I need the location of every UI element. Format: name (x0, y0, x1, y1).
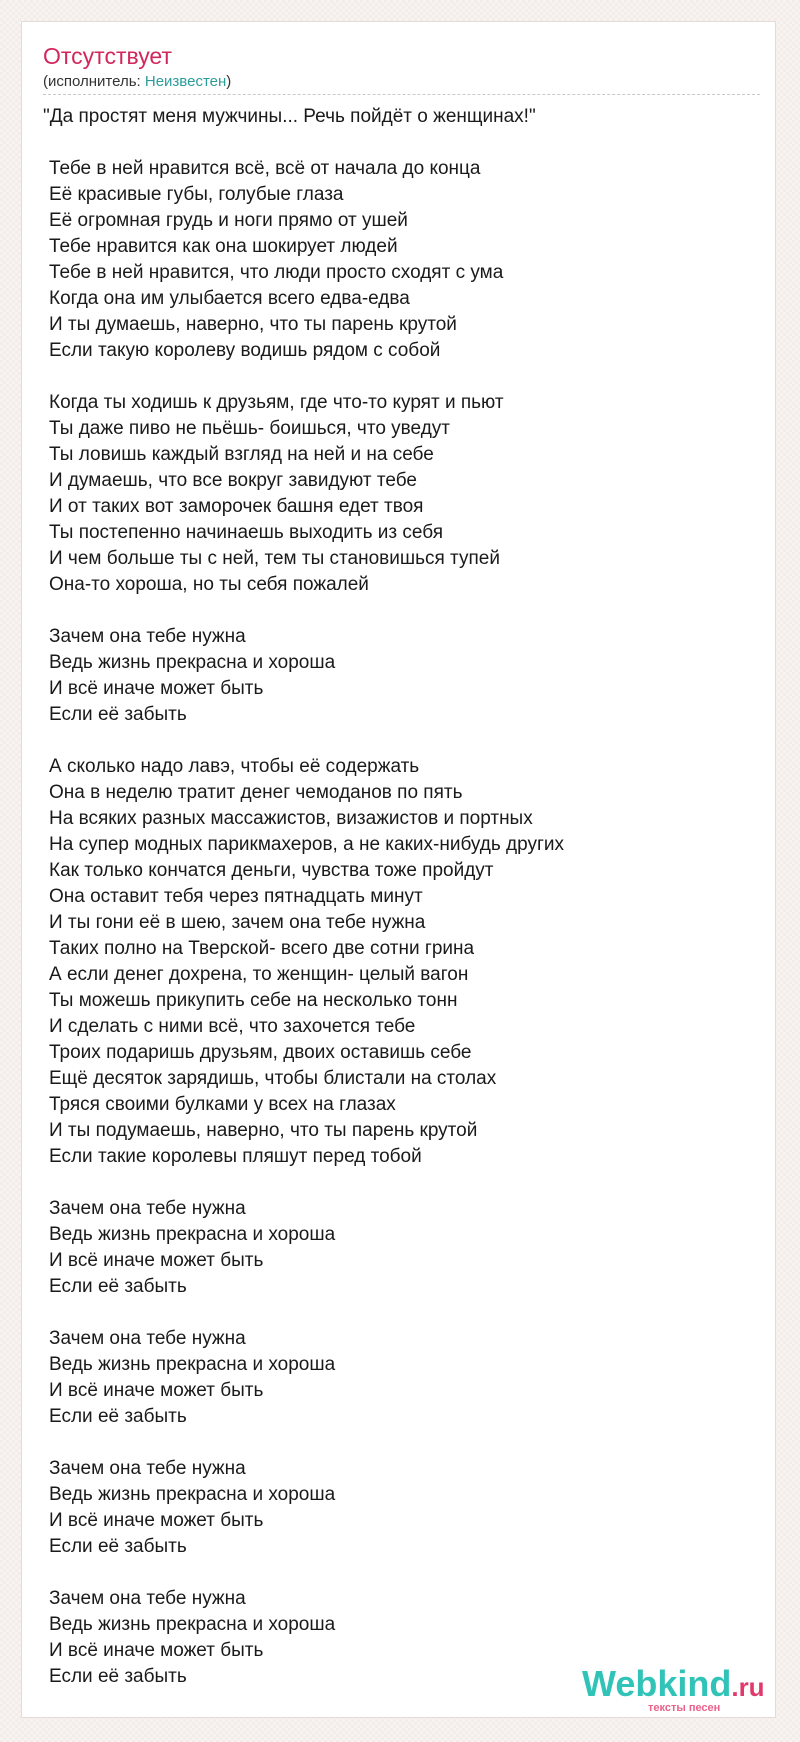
lyric-line: И всё иначе может быть (49, 1250, 264, 1271)
lyric-line: Ты можешь прикупить себе на несколько тонн (49, 990, 458, 1011)
lyrics-text (43, 104, 763, 1690)
stanza-break (43, 130, 763, 156)
lyric-line: А сколько надо лавэ, чтобы её содержать (49, 756, 420, 777)
lyric-line: Ведь жизнь прекрасна и хороша (49, 1354, 336, 1375)
lyric-line: Её огромная грудь и ноги прямо от ушей (49, 210, 408, 231)
lyric-line: Её красивые губы, голубые глаза (49, 184, 344, 205)
song-title: Отсутствует (43, 43, 172, 69)
watermark-tagline: тексты песен (648, 1702, 721, 1714)
lyric-line: И всё иначе может быть (49, 1510, 264, 1531)
watermark-brand: Webkind (582, 1663, 732, 1704)
watermark-tld: .ru (731, 1672, 765, 1702)
lyric-line: Таких полно на Тверской- всего две сотни грина (49, 938, 475, 959)
artist-line (43, 73, 231, 91)
lyric-line: Зачем она тебе нужна (49, 1588, 246, 1609)
stanza-break (43, 364, 763, 390)
stanza-break (43, 1560, 763, 1586)
webkind-watermark (582, 1664, 772, 1720)
lyric-line: А если денег дохрена, то женщин- целый вагон (49, 964, 469, 985)
artist-suffix: ) (226, 73, 232, 90)
lyric-line: Ведь жизнь прекрасна и хороша (49, 1614, 336, 1635)
lyric-line: На всяких разных массажистов, визажистов и портных (49, 808, 533, 829)
lyric-line: Тебе в ней нравится всё, всё от начала до конца (49, 158, 481, 179)
lyrics-card (21, 21, 776, 1718)
lyric-line: И всё иначе может быть (49, 678, 264, 699)
lyric-line: Зачем она тебе нужна (49, 1458, 246, 1479)
artist-prefix: (исполнитель: (43, 73, 145, 90)
lyric-line: И от таких вот заморочек башня едет твоя (49, 496, 424, 517)
stanza-break (43, 1300, 763, 1326)
lyric-line: Зачем она тебе нужна (49, 1328, 246, 1349)
lyric-line: Тряся своими булками у всех на глазах (49, 1094, 396, 1115)
lyric-line: "Да простят меня мужчины... Речь пойдёт о женщинах!" (43, 106, 536, 127)
lyric-line: Ведь жизнь прекрасна и хороша (49, 652, 336, 673)
lyric-line: Если её забыть (49, 704, 187, 725)
webkind-logo (582, 1664, 765, 1707)
stanza-break (43, 598, 763, 624)
lyric-line: И всё иначе может быть (49, 1640, 264, 1661)
lyric-line: Зачем она тебе нужна (49, 626, 246, 647)
lyric-line: И ты думаешь, наверно, что ты парень крутой (49, 314, 457, 335)
lyric-line: Ещё десяток зарядишь, чтобы блистали на столах (49, 1068, 497, 1089)
stanza-break (43, 1430, 763, 1456)
lyric-line: Она-то хороша, но ты себя пожалей (49, 574, 369, 595)
lyric-line: Когда ты ходишь к друзьям, где что-то курят и пьют (49, 392, 504, 413)
lyric-line: Ведь жизнь прекрасна и хороша (49, 1224, 336, 1245)
lyric-line: Тебе в ней нравится, что люди просто сходят с ума (49, 262, 504, 283)
lyric-line: Если такую королеву водишь рядом с собой (49, 340, 441, 361)
lyric-line: Если такие королевы пляшут перед тобой (49, 1146, 422, 1167)
lyric-line: Если её забыть (49, 1406, 187, 1427)
lyric-line: Если её забыть (49, 1666, 187, 1687)
lyric-line: Она в неделю тратит денег чемоданов по пять (49, 782, 463, 803)
lyric-line: И чем больше ты с ней, тем ты становишься тупей (49, 548, 500, 569)
lyric-line: Ты ловишь каждый взгляд на ней и на себе (49, 444, 434, 465)
lyric-line: Когда она им улыбается всего едва-едва (49, 288, 410, 309)
lyric-line: Ты постепенно начинаешь выходить из себя (49, 522, 443, 543)
lyric-line: Ведь жизнь прекрасна и хороша (49, 1484, 336, 1505)
stanza-break (43, 728, 763, 754)
lyric-line: И ты подумаешь, наверно, что ты парень крутой (49, 1120, 478, 1141)
lyric-line: На супер модных парикмахеров, а не каких-нибудь других (49, 834, 565, 855)
lyric-line: Ты даже пиво не пьёшь- боишься, что уведут (49, 418, 450, 439)
lyric-line: Если её забыть (49, 1536, 187, 1557)
lyric-line: И всё иначе может быть (49, 1380, 264, 1401)
lyric-line: И ты гони её в шею, зачем она тебе нужна (49, 912, 426, 933)
stanza-break (43, 1170, 763, 1196)
lyric-line: И думаешь, что все вокруг завидуют тебе (49, 470, 417, 491)
lyric-line: Троих подаришь друзьям, двоих оставишь себе (49, 1042, 472, 1063)
lyric-line: Тебе нравится как она шокирует людей (49, 236, 398, 257)
artist-link[interactable]: Неизвестен (144, 73, 227, 90)
header-divider (43, 94, 760, 95)
lyric-line: И сделать с ними всё, что захочется тебе (49, 1016, 416, 1037)
lyric-line: Если её забыть (49, 1276, 187, 1297)
lyric-line: Она оставит тебя через пятнадцать минут (49, 886, 423, 907)
lyric-line: Зачем она тебе нужна (49, 1198, 246, 1219)
lyric-line: Как только кончатся деньги, чувства тоже пройдут (49, 860, 494, 881)
